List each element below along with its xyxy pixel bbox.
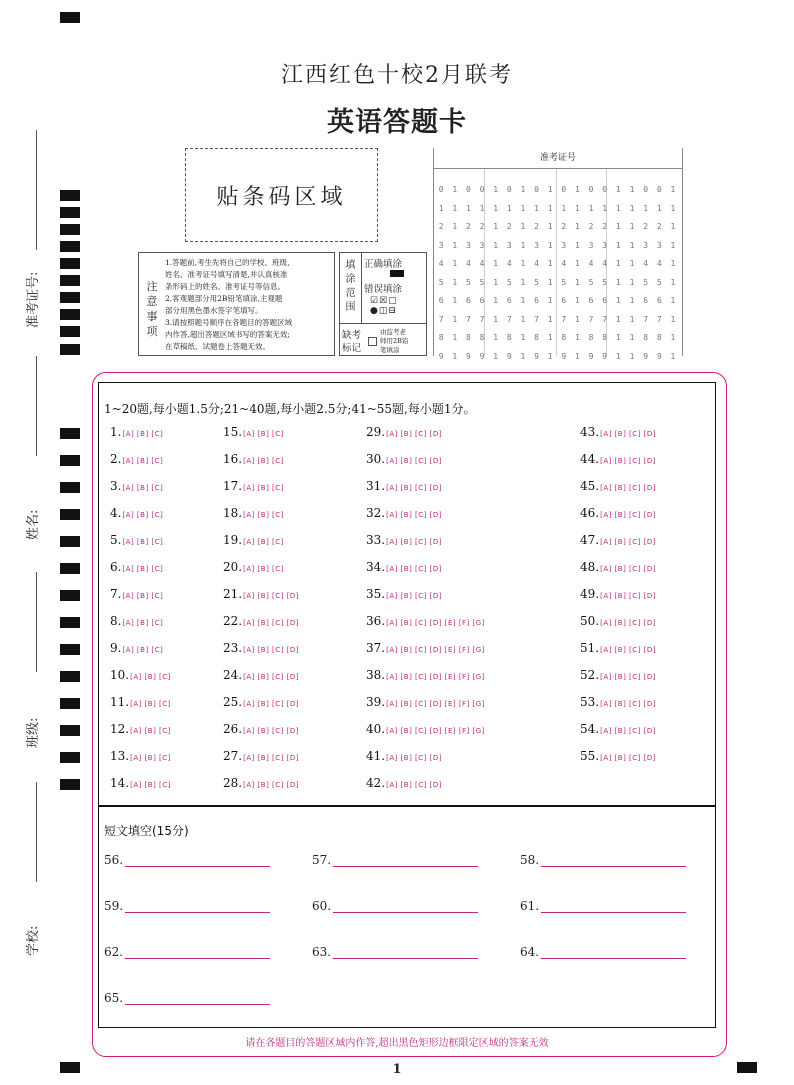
footer-warning: 请在各题目的答题区域内作答,超出黑色矩形边框限定区域的答案无效 (245, 1038, 549, 1049)
question-item[interactable] (366, 668, 485, 682)
wrong-fill-samples: ☑☒▢ ●◫⊟ (370, 296, 398, 316)
question-number: 23. (223, 641, 243, 655)
answer-bubbles[interactable]: [A] [B] [C] [D] (386, 430, 442, 438)
answer-bubbles[interactable]: [A] [B] [C] [D] (600, 754, 656, 762)
answer-bubbles[interactable]: [A] [B] [C] (243, 565, 284, 573)
answer-bubbles[interactable]: [A] [B] [C] [D] (386, 484, 442, 492)
blank-line[interactable] (333, 944, 478, 959)
question-number: 18. (223, 506, 243, 520)
answer-bubbles[interactable]: [A] [B] [C] [D] (243, 781, 299, 789)
blank-number: 63. (312, 945, 332, 959)
barcode-area-label: 贴条码区域 (216, 184, 347, 210)
question-number: 4. (110, 506, 122, 520)
fill-guide-label: 填 涂 范 围 (340, 253, 362, 323)
question-number: 46. (580, 506, 600, 520)
question-item[interactable] (110, 614, 163, 628)
question-item[interactable] (366, 749, 442, 763)
subjective-header: 短文填空(15分) (104, 824, 189, 838)
answer-bubbles[interactable]: [A] [B] [C] [D] (600, 673, 656, 681)
question-number: 12. (110, 722, 130, 736)
timing-mark (60, 326, 80, 337)
timing-mark (60, 698, 80, 709)
question-item[interactable] (580, 560, 656, 574)
answer-bubbles[interactable]: [A] [B] [C] [D] (243, 592, 299, 600)
notice-label: 注 意 事 项 (146, 280, 158, 338)
exam-number-row[interactable]: 5 1 5 5 1 5 1 5 1 5 1 5 5 1 1 5 5 1 (438, 277, 678, 287)
question-item[interactable] (580, 533, 656, 547)
exam-number-row[interactable]: 0 1 0 0 1 0 1 0 1 0 1 0 0 1 1 0 0 1 (438, 185, 678, 194)
answer-bubbles[interactable]: [A] [B] [C] (130, 754, 171, 762)
fill-in-blank[interactable] (104, 944, 270, 959)
question-number: 16. (223, 452, 243, 466)
question-number: 1. (110, 425, 122, 439)
question-item[interactable] (110, 722, 171, 736)
question-item[interactable] (223, 695, 299, 709)
question-item[interactable] (366, 614, 485, 628)
question-number: 33. (366, 533, 386, 547)
question-item[interactable] (580, 641, 656, 655)
question-item[interactable] (223, 425, 284, 439)
answer-bubbles[interactable]: [A] [B] [C] [D] [E] [F] [G] (386, 646, 485, 654)
answer-bubbles[interactable]: [A] [B] [C] [D] (600, 700, 656, 708)
answer-bubbles[interactable]: [A] [B] [C] (130, 727, 171, 735)
card-title: 英语答题卡 (327, 107, 467, 138)
blank-number: 61. (520, 899, 540, 913)
question-number: 24. (223, 668, 243, 682)
timing-mark (60, 224, 80, 235)
notice-items: 1.答题前,考生先将自己的学校、班级、 姓名、准考证号填写清楚,并认真核准 条形码上的姓名、准考证号等信息。 2.客观题部分用2B铅笔填涂,主观题 部分用黑色墨水签字笔填写。 3.请按照题号顺序在各题目的答题区域 内作答,超出答题区域书写的答案无效; 在草稿纸、试题卷上答题无效。 (165, 258, 295, 351)
blank-number: 62. (104, 945, 124, 959)
answer-bubbles[interactable]: [A] [B] [C] (122, 619, 164, 627)
question-number: 52. (580, 668, 600, 682)
question-item[interactable] (110, 668, 171, 682)
question-number: 19. (223, 533, 243, 547)
blank-line[interactable] (125, 898, 270, 913)
timing-mark (60, 671, 80, 682)
absent-mark-note: 由监考老 师用2B铅 笔填涂 (380, 328, 409, 354)
question-number: 6. (110, 560, 122, 574)
question-item[interactable] (223, 749, 299, 763)
answer-bubbles[interactable]: [A] [B] [C] [D] (386, 781, 442, 789)
question-number: 27. (223, 749, 243, 763)
question-number: 38. (366, 668, 386, 682)
answer-bubbles[interactable]: [A] [B] [C] [D] (386, 511, 442, 519)
answer-bubbles[interactable]: [A] [B] [C] [D] (600, 619, 656, 627)
answer-bubbles[interactable]: [A] [B] [C] [D] (600, 430, 656, 438)
question-number: 14. (110, 776, 130, 790)
answer-bubbles[interactable]: [A] [B] [C] (130, 673, 171, 681)
exam-number-row[interactable]: 4 1 4 4 1 4 1 4 1 4 1 4 4 1 1 4 4 1 (438, 259, 678, 268)
timing-mark (60, 779, 80, 790)
correct-fill-sample (390, 270, 404, 277)
blank-number: 56. (104, 853, 124, 867)
question-item[interactable] (223, 668, 299, 682)
question-item[interactable] (366, 695, 485, 709)
question-item[interactable] (223, 641, 299, 655)
question-number: 43. (580, 425, 600, 439)
question-number: 53. (580, 695, 600, 709)
question-number: 45. (580, 479, 600, 493)
question-number: 44. (580, 452, 600, 466)
question-item[interactable] (580, 749, 656, 763)
question-number: 32. (366, 506, 386, 520)
answer-bubbles[interactable]: [A] [B] [C] [D] (243, 646, 299, 654)
answer-bubbles[interactable]: [A] [B] [C] [D] (600, 511, 656, 519)
question-item[interactable] (223, 479, 284, 493)
answer-bubbles[interactable]: [A] [B] [C] [D] (600, 484, 656, 492)
question-number: 25. (223, 695, 243, 709)
answer-bubbles[interactable]: [A] [B] [C] [D] (386, 754, 442, 762)
timing-mark (60, 725, 80, 736)
fill-in-blank[interactable] (312, 944, 478, 959)
exam-number-row[interactable]: 9 1 9 9 1 9 1 9 1 9 1 9 9 1 1 9 9 1 (438, 351, 678, 361)
blank-number: 64. (520, 945, 540, 959)
question-item[interactable] (223, 587, 299, 601)
exam-title: 江西红色十校2月联考 (281, 63, 513, 88)
timing-mark (60, 309, 80, 320)
question-number: 31. (366, 479, 386, 493)
exam-number-row[interactable]: 2 1 2 2 1 2 1 2 1 2 1 2 2 1 1 2 2 1 (438, 222, 678, 231)
answer-bubbles[interactable]: [A] [B] [C] (243, 538, 284, 546)
answer-bubbles[interactable]: [A] [B] [C] [D] (243, 754, 299, 762)
answer-bubbles[interactable]: [A] [B] [C] [D] (386, 457, 442, 465)
question-item[interactable] (110, 776, 171, 790)
answer-bubbles[interactable]: [A] [B] [C] [D] [E] [F] [G] (386, 727, 485, 735)
question-number: 36. (366, 614, 386, 628)
blank-line[interactable] (541, 898, 686, 913)
question-item[interactable] (580, 695, 656, 709)
answer-bubbles[interactable]: [A] [B] [C] [D] (600, 565, 656, 573)
question-item[interactable] (223, 452, 284, 466)
timing-mark (60, 509, 80, 520)
answer-bubbles[interactable]: [A] [B] [C] (122, 592, 164, 600)
blank-line[interactable] (541, 944, 686, 959)
blank-number: 57. (312, 853, 332, 867)
answer-bubbles[interactable]: [A] [B] [C] [D] [E] [F] [G] (386, 700, 485, 708)
answer-bubbles[interactable]: [A] [B] [C] [D] (600, 592, 656, 600)
blank-line[interactable] (333, 852, 478, 867)
fill-in-blank[interactable] (312, 898, 478, 913)
question-item[interactable] (110, 533, 163, 547)
exam-number-row[interactable]: 1 1 1 1 1 1 1 1 1 1 1 1 1 1 1 1 1 1 (438, 203, 678, 213)
answer-bubbles[interactable]: [A] [B] [C] (122, 511, 164, 519)
answer-bubbles[interactable]: [A] [B] [C] [D] (243, 727, 299, 735)
timing-mark (60, 207, 80, 218)
question-item[interactable] (223, 560, 284, 574)
fill-guide (339, 252, 427, 356)
exam-number-row[interactable]: 3 1 3 3 1 3 1 3 1 3 1 3 3 1 1 3 3 1 (438, 240, 678, 250)
answer-bubbles[interactable]: [A] [B] [C] [D] (600, 646, 656, 654)
question-item[interactable] (223, 614, 299, 628)
question-item[interactable] (110, 749, 171, 763)
answer-bubbles[interactable]: [A] [B] [C] [D] (386, 592, 442, 600)
fill-in-blank[interactable] (312, 852, 478, 867)
correct-fill-label: 正确填涂 (364, 259, 403, 270)
answer-bubbles[interactable]: [A] [B] [C] [D] (386, 565, 442, 573)
timing-mark (60, 344, 80, 355)
blank-number: 59. (104, 899, 124, 913)
blank-line[interactable] (333, 898, 478, 913)
question-number: 22. (223, 614, 243, 628)
question-number: 47. (580, 533, 600, 547)
question-item[interactable] (110, 695, 171, 709)
timing-mark (60, 752, 80, 763)
question-number: 55. (580, 749, 600, 763)
question-number: 28. (223, 776, 243, 790)
objective-header: 1~20题,每小题1.5分;21~40题,每小题2.5分;41~55题,每小题1分。 (104, 402, 476, 416)
page-number: 1 (392, 1062, 402, 1077)
question-item[interactable] (223, 722, 299, 736)
timing-mark (60, 590, 80, 601)
timing-mark (60, 428, 80, 439)
answer-bubbles[interactable]: [A] [B] [C] (122, 538, 164, 546)
question-number: 13. (110, 749, 130, 763)
answer-bubbles[interactable]: [A] [B] [C] [D] (243, 700, 299, 708)
exam-number-grid (433, 148, 683, 361)
barcode-area (185, 148, 378, 242)
timing-mark (60, 190, 80, 201)
question-number: 10. (110, 668, 130, 682)
school-field-label: 学校: (26, 925, 41, 956)
question-item[interactable] (366, 641, 485, 655)
blank-line[interactable] (125, 990, 270, 1005)
timing-mark (60, 482, 80, 493)
answer-bubbles[interactable]: [A] [B] [C] [D] [E] [F] [G] (386, 619, 485, 627)
question-item[interactable] (366, 506, 442, 520)
wrong-fill-label: 错误填涂 (364, 284, 403, 295)
answer-bubbles[interactable]: [A] [B] [C] (243, 457, 284, 465)
answer-bubbles[interactable]: [A] [B] [C] [D] [E] [F] [G] (386, 673, 485, 681)
fill-in-blank[interactable] (520, 898, 686, 913)
answer-bubbles[interactable]: [A] [B] [C] (243, 430, 284, 438)
exam-number-row[interactable]: 8 1 8 8 1 8 1 8 1 8 1 8 8 1 1 8 8 1 (438, 333, 678, 342)
question-number: 41. (366, 749, 386, 763)
answer-bubbles[interactable]: [A] [B] [C] (122, 430, 164, 438)
question-item[interactable] (110, 506, 163, 520)
answer-bubbles[interactable]: [A] [B] [C] [D] (600, 727, 656, 735)
question-item[interactable] (110, 425, 163, 439)
question-number: 34. (366, 560, 386, 574)
answer-bubbles[interactable]: [A] [B] [C] (122, 457, 164, 465)
question-number: 29. (366, 425, 386, 439)
blank-number: 58. (520, 853, 540, 867)
question-number: 39. (366, 695, 386, 709)
question-number: 15. (223, 425, 243, 439)
question-number: 50. (580, 614, 600, 628)
question-item[interactable] (580, 587, 656, 601)
question-item[interactable] (580, 425, 656, 439)
timing-mark (60, 455, 80, 466)
question-number: 17. (223, 479, 243, 493)
answer-bubbles[interactable]: [A] [B] [C] [D] (386, 538, 442, 546)
question-item[interactable] (366, 479, 442, 493)
answer-bubbles[interactable]: [A] [B] [C] (130, 781, 171, 789)
section-divider (98, 805, 716, 807)
question-item[interactable] (580, 479, 656, 493)
question-number: 3. (110, 479, 122, 493)
question-item[interactable] (366, 452, 442, 466)
timing-mark (60, 617, 80, 628)
question-item[interactable] (366, 776, 442, 790)
question-number: 7. (110, 587, 122, 601)
timing-mark (60, 644, 80, 655)
question-number: 2. (110, 452, 122, 466)
exam-number-bubbles[interactable] (434, 169, 682, 361)
question-number: 26. (223, 722, 243, 736)
question-number: 48. (580, 560, 600, 574)
question-number: 11. (110, 695, 130, 709)
question-number: 30. (366, 452, 386, 466)
question-item[interactable] (580, 668, 656, 682)
answer-bubbles[interactable]: [A] [B] [C] [D] (243, 619, 299, 627)
name-field-label: 姓名: (26, 509, 41, 540)
fill-in-blank[interactable] (104, 852, 270, 867)
exam-number-row[interactable]: 7 1 7 7 1 7 1 7 1 7 1 7 7 1 1 7 7 1 (438, 314, 678, 324)
question-item[interactable] (110, 560, 163, 574)
question-number: 20. (223, 560, 243, 574)
answer-bubbles[interactable]: [A] [B] [C] (243, 484, 284, 492)
question-number: 49. (580, 587, 600, 601)
question-number: 5. (110, 533, 122, 547)
question-item[interactable] (366, 587, 442, 601)
question-item[interactable] (366, 533, 442, 547)
blank-number: 60. (312, 899, 332, 913)
answer-bubbles[interactable]: [A] [B] [C] (122, 646, 164, 654)
answer-bubbles[interactable]: [A] [B] [C] [D] (600, 457, 656, 465)
question-number: 21. (223, 587, 243, 601)
answer-bubbles[interactable]: [A] [B] [C] (243, 511, 284, 519)
exam-number-title: 准考证号 (434, 148, 682, 169)
question-item[interactable] (223, 533, 284, 547)
question-item[interactable] (580, 452, 656, 466)
answer-bubbles[interactable]: [A] [B] [C] (122, 484, 164, 492)
question-item[interactable] (366, 560, 442, 574)
timing-mark (60, 241, 80, 252)
class-field-label: 班级: (26, 717, 41, 748)
question-item[interactable] (366, 425, 442, 439)
timing-mark (60, 536, 80, 547)
fill-in-blank[interactable] (104, 898, 270, 913)
fill-in-blank[interactable] (520, 944, 686, 959)
blank-line[interactable] (541, 852, 686, 867)
question-number: 42. (366, 776, 386, 790)
question-item[interactable] (110, 587, 163, 601)
question-number: 37. (366, 641, 386, 655)
exam-id-field-label: 准考证号: (26, 271, 41, 328)
answer-bubbles[interactable]: [A] [B] [C] (130, 700, 171, 708)
question-number: 54. (580, 722, 600, 736)
absent-mark-checkbox[interactable] (368, 337, 377, 346)
question-item[interactable] (366, 722, 485, 736)
question-item[interactable] (223, 776, 299, 790)
question-number: 8. (110, 614, 122, 628)
notice-box (138, 252, 335, 356)
blank-line[interactable] (125, 852, 270, 867)
question-item[interactable] (223, 506, 284, 520)
question-number: 9. (110, 641, 122, 655)
question-item[interactable] (580, 506, 656, 520)
timing-mark (60, 563, 80, 574)
answer-bubbles[interactable]: [A] [B] [C] (122, 565, 164, 573)
fill-in-blank[interactable] (520, 852, 686, 867)
question-number: 51. (580, 641, 600, 655)
blank-number: 65. (104, 991, 124, 1005)
absent-mark-label: 缺考 标记 (342, 330, 362, 354)
answer-bubbles[interactable]: [A] [B] [C] [D] (600, 538, 656, 546)
question-item[interactable] (580, 614, 656, 628)
question-item[interactable] (110, 641, 163, 655)
answer-bubbles[interactable]: [A] [B] [C] [D] (243, 673, 299, 681)
exam-number-row[interactable]: 6 1 6 6 1 6 1 6 1 6 1 6 6 1 1 6 6 1 (438, 296, 678, 305)
timing-mark (60, 258, 80, 269)
blank-line[interactable] (125, 944, 270, 959)
fill-in-blank[interactable] (104, 990, 270, 1005)
question-item[interactable] (110, 479, 163, 493)
question-number: 35. (366, 587, 386, 601)
timing-mark (60, 275, 80, 286)
timing-mark (60, 12, 80, 23)
question-item[interactable] (580, 722, 656, 736)
timing-mark (60, 292, 80, 303)
question-number: 40. (366, 722, 386, 736)
question-item[interactable] (110, 452, 163, 466)
